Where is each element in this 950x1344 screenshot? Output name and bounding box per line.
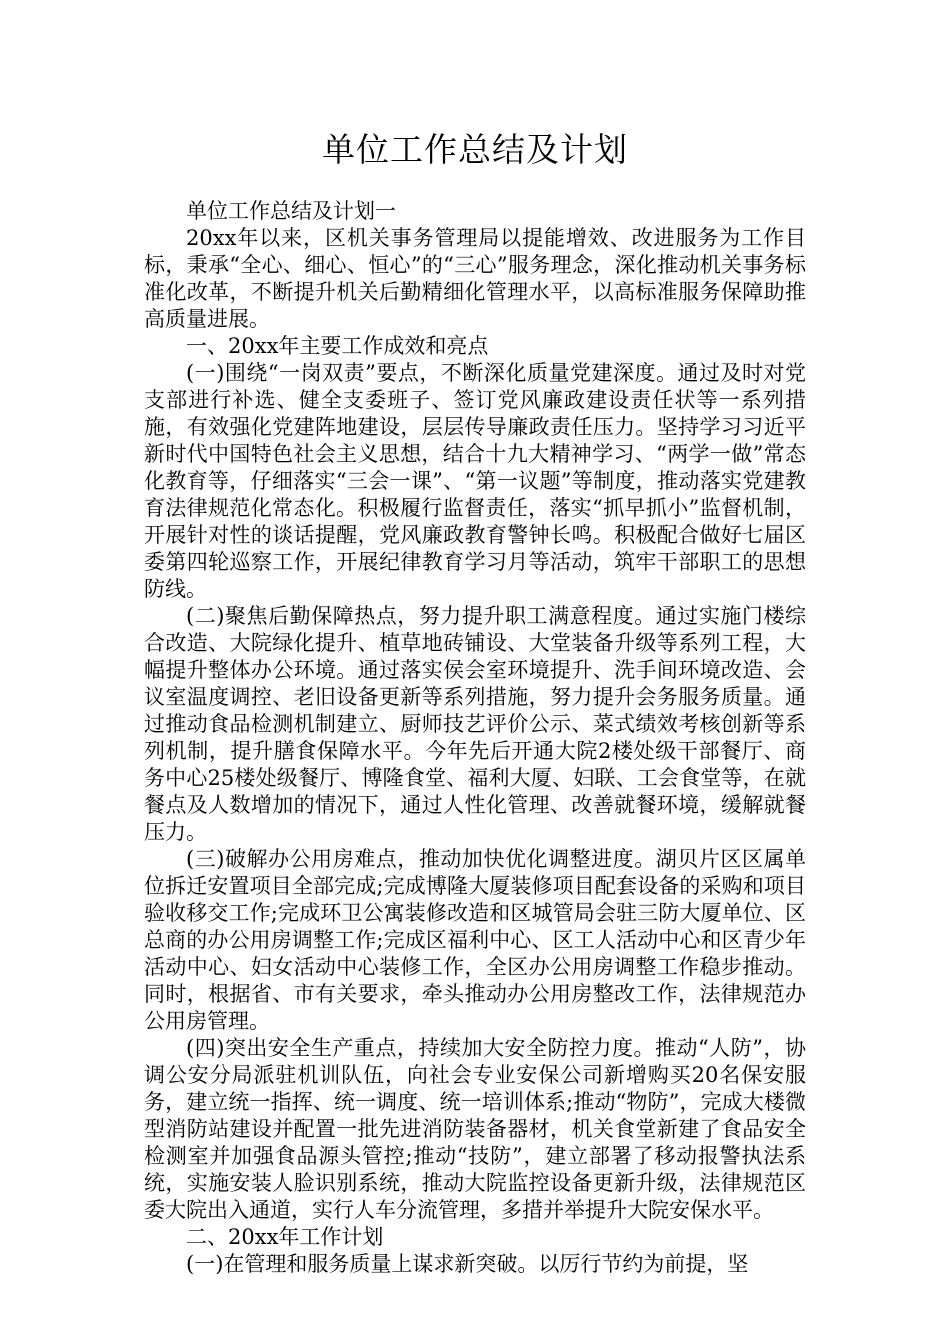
paragraph-item-1: (一)围绕“一岗双责”要点，不断深化质量党建深度。通过及时对党支部进行补选、健全支委班子、签订党风廉政建设责任状等一系列措施，有效强化党建阵地建设，层层传导廉政责任压力。坚持学习习近平新时代中国特色社会主义思想，结合十九大精神学习、“两学一做”常态化教育等，仔细落实“三会一课”、“第一议题”等制度，推动落实党建教育法律规范化常态化。积极履行监督责任，落实“抓早抓小”监督机制，开展针对性的谈话提醒，党风廉政教育警钟长鸣。积极配合做好七届区委第四轮巡察工作，开展纪律教育学习月等活动，筑牢干部职工的思想防线。 xyxy=(144,361,806,601)
paragraph-subtitle: 单位工作总结及计划一 xyxy=(186,199,396,223)
paragraph-item-2: (二)聚焦后勤保障热点，努力提升职工满意程度。通过实施门楼综合改造、大院绿化提升、植草地砖铺设、大堂装备升级等系列工程，大幅提升整体办公环境。通过落实侯会室环境提升、洗手间环境改造、会议室温度调控、老旧设备更新等系列措施，努力提升会务服务质量。通过推动食品检测机制建立、厨师技艺评价公示、菜式绩效考核创新等系列机制，提升膳食保障水平。今年先后开通大院2楼处级干部餐厅、商务中心25楼处级餐厅、博隆食堂、福利大厦、妇联、工会食堂等，在就餐点及人数增加的情况下，通过人性化管理、改善就餐环境，缓解就餐压力。 xyxy=(144,604,806,844)
document-body xyxy=(144,198,806,1278)
section-heading-achievements: 一、20xx年主要工作成效和亮点 xyxy=(186,334,489,358)
paragraph-intro: 20xx年以来，区机关事务管理局以提能增效、改进服务为工作目标，秉承“全心、细心、恒心”的“三心”服务理念，深化推动机关事务标准化改革，不断提升机关后勤精细化管理水平，以高标准服务保障助推高质量进展。 xyxy=(144,226,806,331)
paragraph-item-3: (三)破解办公用房难点，推动加快优化调整进度。湖贝片区区属单位拆迁安置项目全部完成;完成博隆大厦装修项目配套设备的采购和项目验收移交工作;完成环卫公寓装修改造和区城管局会驻三防大厦单位、区总商的办公用房调整工作;完成区福利中心、区工人活动中心和区青少年活动中心、妇女活动中心装修工作，全区办公用房调整工作稳步推动。同时，根据省、市有关要求，牵头推动办公用房整改工作，法律规范办公用房管理。 xyxy=(144,847,806,1033)
paragraph-plan-1: (一)在管理和服务质量上谋求新突破。以厉行节约为前提，坚 xyxy=(186,1252,749,1276)
paragraph-item-4: (四)突出安全生产重点，持续加大安全防控力度。推动“人防”，协调公安分局派驻机训队伍，向社会专业安保公司新增购买20名保安服务，建立统一指挥、统一调度、统一培训体系;推动“物防”，完成大楼微型消防站建设并配置一批先进消防装备器材，机关食堂新建了食品安全检测室并加强食品源头管控;推动“技防”，建立部署了移动报警执法系统，实施安装人脸识别系统，推动大院监控设备更新升级，法律规范区委大院出入通道，实行人车分流管理，多措并举提升大院安保水平。 xyxy=(144,1036,806,1222)
document-title: 单位工作总结及计划 xyxy=(322,130,628,169)
section-heading-plan: 二、20xx年工作计划 xyxy=(186,1225,384,1249)
